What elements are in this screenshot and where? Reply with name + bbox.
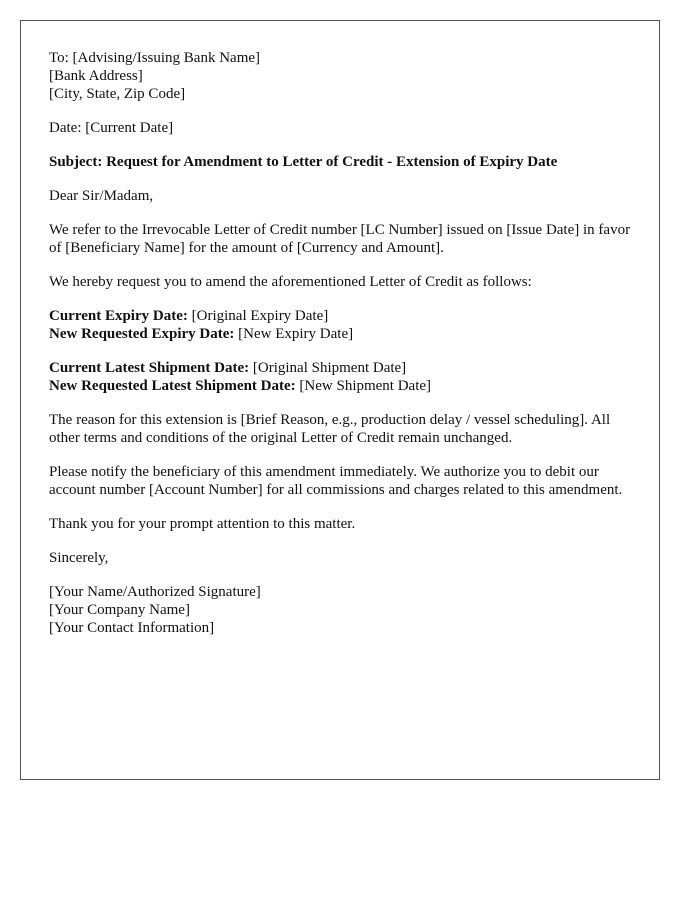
new-expiry-label: New Requested Expiry Date:: [49, 326, 235, 342]
signature-name: [Your Name/Authorized Signature]: [49, 584, 261, 600]
notify-paragraph: Please notify the beneficiary of this amendment immediately. We authorize you to debit our account number [Account Number] for all commissions and charges related to this amendment.: [49, 464, 623, 498]
letter-date: Date: [Current Date]: [49, 120, 174, 136]
shipment-date-block: [49, 359, 639, 395]
signature-contact: [Your Contact Information]: [49, 620, 215, 636]
letter-page: [20, 20, 660, 780]
current-expiry-value: [Original Expiry Date]: [187, 308, 329, 324]
new-shipment-value: [New Shipment Date]: [295, 378, 432, 394]
thanks-paragraph: Thank you for your prompt attention to this matter.: [49, 516, 356, 532]
letter-subject: Subject: Request for Amendment to Letter of Credit - Extension of Expiry Date: [49, 154, 558, 170]
new-expiry-value: [New Expiry Date]: [234, 326, 354, 342]
current-shipment-label: Current Latest Shipment Date:: [49, 360, 250, 376]
new-shipment-line: [49, 377, 639, 395]
current-shipment-value: [Original Shipment Date]: [249, 360, 407, 376]
current-expiry-line: [49, 307, 639, 325]
recipient-bank-name: To: [Advising/Issuing Bank Name]: [49, 50, 261, 66]
closing: Sincerely,: [49, 550, 109, 566]
recipient-city-state-zip: [City, State, Zip Code]: [49, 86, 186, 102]
new-expiry-line: [49, 325, 639, 343]
signature-company: [Your Company Name]: [49, 602, 190, 618]
request-paragraph: We hereby request you to amend the aforementioned Letter of Credit as follows:: [49, 274, 532, 290]
expiry-date-block: [49, 307, 639, 343]
current-shipment-line: [49, 359, 639, 377]
current-expiry-label: Current Expiry Date:: [49, 308, 188, 324]
recipient-bank-address: [Bank Address]: [49, 68, 143, 84]
letter-body: [49, 49, 639, 653]
reason-paragraph: The reason for this extension is [Brief Reason, e.g., production delay / vessel scheduling]. All other terms and conditions of the original Letter of Credit remain unchanged.: [49, 412, 611, 446]
salutation: Dear Sir/Madam,: [49, 188, 154, 204]
reference-paragraph: We refer to the Irrevocable Letter of Credit number [LC Number] issued on [Issue Date] in favor of [Beneficiary Name] for the amount of [Currency and Amount].: [49, 222, 631, 256]
recipient-block: [49, 49, 639, 103]
signature-block: [49, 583, 639, 637]
new-shipment-label: New Requested Latest Shipment Date:: [49, 378, 296, 394]
